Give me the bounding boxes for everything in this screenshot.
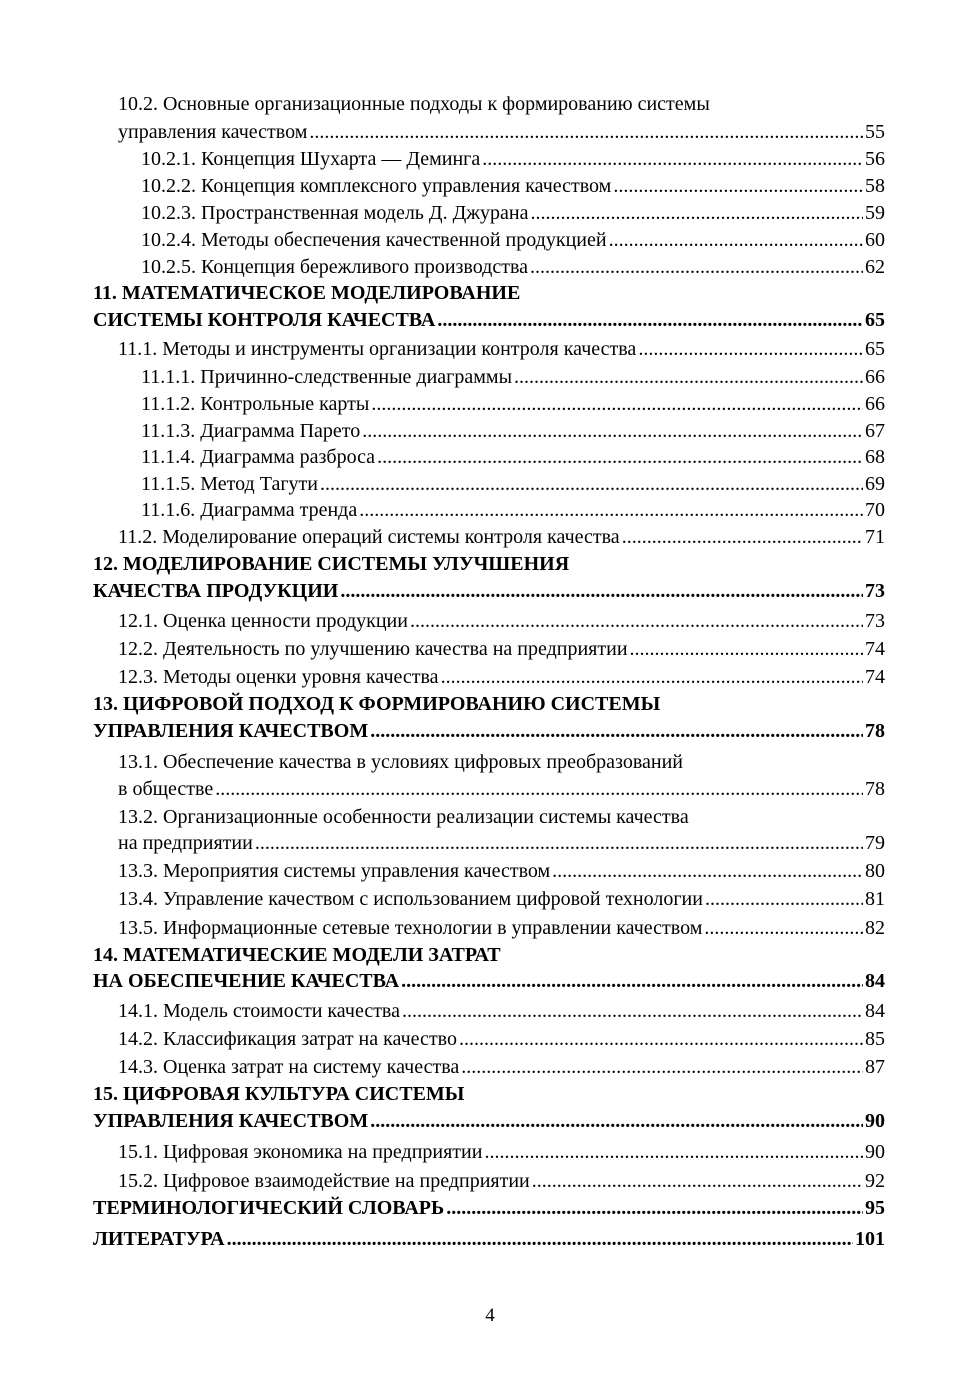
toc-entry	[118, 120, 885, 144]
toc-entry	[141, 365, 885, 389]
toc-entry-page: 66	[865, 393, 885, 415]
toc-entry-page: 55	[865, 121, 885, 143]
toc-entry	[118, 1169, 885, 1193]
toc-entry	[118, 665, 885, 689]
dot-leader	[370, 719, 863, 743]
toc-entry-title: 11.1. Методы и инструменты организации контроля качества	[118, 338, 637, 360]
toc-entry-title: 14. МАТЕМАТИЧЕСКИЕ МОДЕЛИ ЗАТРАТ	[93, 944, 501, 966]
toc-entry	[118, 1055, 885, 1079]
toc-entry	[118, 916, 885, 940]
toc-entry	[118, 859, 885, 883]
toc-entry	[141, 419, 885, 443]
toc-entry-page: 70	[865, 499, 885, 521]
toc-entry	[141, 472, 885, 496]
toc-entry-title: 11.1.4. Диаграмма разброса	[141, 446, 376, 468]
toc-entry-title: 11.1.6. Диаграмма тренда	[141, 499, 358, 521]
dot-leader	[530, 255, 863, 279]
dot-leader	[320, 472, 863, 496]
toc-entry-page: 68	[865, 446, 885, 468]
dot-leader	[441, 665, 863, 689]
toc-entry	[93, 579, 885, 603]
toc-entry-title: 13.5. Информационные сетевые технологии в управлении качеством	[118, 917, 703, 939]
toc-entry-title: 11.2. Моделирование операций системы контроля качества	[118, 526, 620, 548]
toc-entry-title: на предприятии	[118, 832, 253, 854]
toc-entry-page: 74	[865, 638, 885, 660]
toc-entry	[141, 498, 885, 522]
toc-entry	[118, 609, 885, 633]
dot-leader	[410, 609, 863, 633]
toc-entry	[118, 1027, 885, 1051]
toc-entry	[118, 777, 885, 801]
toc-entry	[93, 1109, 885, 1133]
toc-entry-title: НА ОБЕСПЕЧЕНИЕ КАЧЕСТВА	[93, 970, 400, 992]
toc-entry-page: 78	[865, 720, 885, 742]
toc-entry	[118, 805, 885, 829]
toc-entry	[118, 1140, 885, 1164]
toc-entry-title: 12.3. Методы оценки уровня качества	[118, 666, 439, 688]
toc-entry-title: 14.3. Оценка затрат на систему качества	[118, 1056, 460, 1078]
toc-entry-page: 62	[865, 256, 885, 278]
toc-entry	[93, 719, 885, 743]
toc-entry-title: в обществе	[118, 778, 214, 800]
toc-entry-title: 14.1. Модель стоимости качества	[118, 1000, 400, 1022]
dot-leader	[401, 969, 863, 993]
toc-entry-page: 78	[865, 778, 885, 800]
toc-entry-page: 90	[865, 1141, 885, 1163]
dot-leader	[461, 1055, 863, 1079]
toc-entry-page: 59	[865, 202, 885, 224]
toc-entry	[118, 92, 885, 116]
toc-entry-page: 90	[865, 1110, 885, 1132]
toc-entry	[118, 887, 885, 911]
dot-leader	[340, 579, 863, 603]
dot-leader	[609, 228, 863, 252]
dot-leader	[215, 777, 863, 801]
toc-entry	[118, 999, 885, 1023]
toc-entry-title: 13.4. Управление качеством с использованием цифровой технологии	[118, 888, 703, 910]
toc-entry-title: 13.1. Обеспечение качества в условиях цифровых преобразований	[118, 751, 683, 773]
toc-entry-page: 66	[865, 366, 885, 388]
toc-entry-page: 71	[865, 526, 885, 548]
toc-entry-title: 15.1. Цифровая экономика на предприятии	[118, 1141, 483, 1163]
toc-entry	[93, 308, 885, 332]
dot-leader	[484, 1140, 863, 1164]
toc-entry-title: ТЕРМИНОЛОГИЧЕСКИЙ СЛОВАРЬ	[93, 1197, 445, 1219]
toc-entry-title: 10.2. Основные организационные подходы к формированию системы	[118, 93, 710, 115]
toc-entry-page: 79	[865, 832, 885, 854]
toc-entry-page: 74	[865, 666, 885, 688]
toc-entry-title: 13. ЦИФРОВОЙ ПОДХОД К ФОРМИРОВАНИЮ СИСТЕМЫ	[93, 693, 661, 715]
toc-entry	[93, 1082, 885, 1106]
dot-leader	[371, 392, 863, 416]
toc-entry-page: 67	[865, 420, 885, 442]
dot-leader	[255, 831, 863, 855]
dot-leader	[704, 916, 863, 940]
toc-entry-title: 11. МАТЕМАТИЧЕСКОЕ МОДЕЛИРОВАНИЕ	[93, 282, 521, 304]
toc-entry-page: 95	[865, 1197, 885, 1219]
toc-entry-page: 65	[865, 309, 885, 331]
toc-entry	[93, 943, 885, 967]
toc-entry-page: 84	[865, 970, 885, 992]
dot-leader	[362, 419, 863, 443]
dot-leader	[622, 525, 863, 549]
toc-entry-page: 101	[855, 1228, 885, 1250]
toc-entry-page: 73	[865, 610, 885, 632]
dot-leader	[613, 174, 863, 198]
dot-leader	[309, 120, 863, 144]
dot-leader	[446, 1196, 863, 1220]
toc-entry-title: 15. ЦИФРОВАЯ КУЛЬТУРА СИСТЕМЫ	[93, 1083, 465, 1105]
page-number: 4	[485, 1305, 495, 1326]
toc-entry-page: 92	[865, 1170, 885, 1192]
toc-entry-title: 10.2.4. Методы обеспечения качественной продукцией	[141, 229, 607, 251]
toc-entry-title: 10.2.1. Концепция Шухарта — Деминга	[141, 148, 481, 170]
toc-entry	[93, 1227, 885, 1251]
toc-entry	[141, 392, 885, 416]
toc-entry	[118, 637, 885, 661]
toc-entry-title: 12.1. Оценка ценности продукции	[118, 610, 408, 632]
toc-entry	[141, 445, 885, 469]
toc-entry-title: СИСТЕМЫ КОНТРОЛЯ КАЧЕСТВА	[93, 309, 436, 331]
dot-leader	[359, 498, 863, 522]
toc-entry-page: 87	[865, 1056, 885, 1078]
toc-entry-title: 14.2. Классификация затрат на качество	[118, 1028, 457, 1050]
toc-entry	[141, 255, 885, 279]
toc-entry-page: 82	[865, 917, 885, 939]
toc-entry-title: 11.1.2. Контрольные карты	[141, 393, 370, 415]
toc-entry-title: 10.2.3. Пространственная модель Д. Джурана	[141, 202, 529, 224]
toc-entry-title: УПРАВЛЕНИЯ КАЧЕСТВОМ	[93, 1110, 369, 1132]
toc-entry	[93, 692, 885, 716]
toc-entry-title: 12. МОДЕЛИРОВАНИЕ СИСТЕМЫ УЛУЧШЕНИЯ	[93, 553, 570, 575]
toc-entry-title: 11.1.5. Метод Тагути	[141, 473, 318, 495]
toc-entry-title: 13.2. Организационные особенности реализации системы качества	[118, 806, 689, 828]
dot-leader	[638, 337, 863, 361]
dot-leader	[514, 365, 863, 389]
toc-entry-title: 13.3. Мероприятия системы управления качеством	[118, 860, 551, 882]
toc-entry-title: 11.1.3. Диаграмма Парето	[141, 420, 361, 442]
toc-entry	[93, 1196, 885, 1220]
toc-entry-title: 15.2. Цифровое взаимодействие на предприятии	[118, 1170, 530, 1192]
dot-leader	[459, 1027, 863, 1051]
toc-entry-page: 69	[865, 473, 885, 495]
toc-entry	[141, 201, 885, 225]
toc-entry-page: 84	[865, 1000, 885, 1022]
toc-entry-title: управления качеством	[118, 121, 308, 143]
toc-entry	[93, 552, 885, 576]
toc-entry	[118, 750, 885, 774]
toc-entry	[141, 228, 885, 252]
toc-entry-page: 65	[865, 338, 885, 360]
toc-entry-page: 80	[865, 860, 885, 882]
toc-entry	[93, 281, 885, 305]
toc-entry-page: 56	[865, 148, 885, 170]
dot-leader	[532, 1169, 863, 1193]
toc-entry	[118, 525, 885, 549]
toc-entry-title: УПРАВЛЕНИЯ КАЧЕСТВОМ	[93, 720, 369, 742]
toc-entry-title: КАЧЕСТВА ПРОДУКЦИИ	[93, 580, 339, 602]
toc-entry-title: 11.1.1. Причинно-следственные диаграммы	[141, 366, 513, 388]
dot-leader	[370, 1109, 863, 1133]
dot-leader	[437, 308, 863, 332]
toc-entry-page: 85	[865, 1028, 885, 1050]
toc-entry-title: 10.2.2. Концепция комплексного управления качеством	[141, 175, 612, 197]
toc-entry	[118, 337, 885, 361]
toc-entry-title: 12.2. Деятельность по улучшению качества на предприятии	[118, 638, 628, 660]
dot-leader	[630, 637, 863, 661]
toc-entry-page: 58	[865, 175, 885, 197]
toc-entry	[141, 174, 885, 198]
toc-entry-title: 10.2.5. Концепция бережливого производства	[141, 256, 529, 278]
dot-leader	[705, 887, 863, 911]
toc-entry-title: ЛИТЕРАТУРА	[93, 1228, 225, 1250]
dot-leader	[530, 201, 863, 225]
toc-entry	[93, 969, 885, 993]
toc-entry-page: 73	[865, 580, 885, 602]
dot-leader	[227, 1227, 853, 1251]
dot-leader	[402, 999, 863, 1023]
toc-entry-page: 60	[865, 229, 885, 251]
toc-entry	[118, 831, 885, 855]
dot-leader	[377, 445, 863, 469]
dot-leader	[482, 147, 863, 171]
dot-leader	[552, 859, 863, 883]
toc-entry-page: 81	[865, 888, 885, 910]
toc-entry	[141, 147, 885, 171]
